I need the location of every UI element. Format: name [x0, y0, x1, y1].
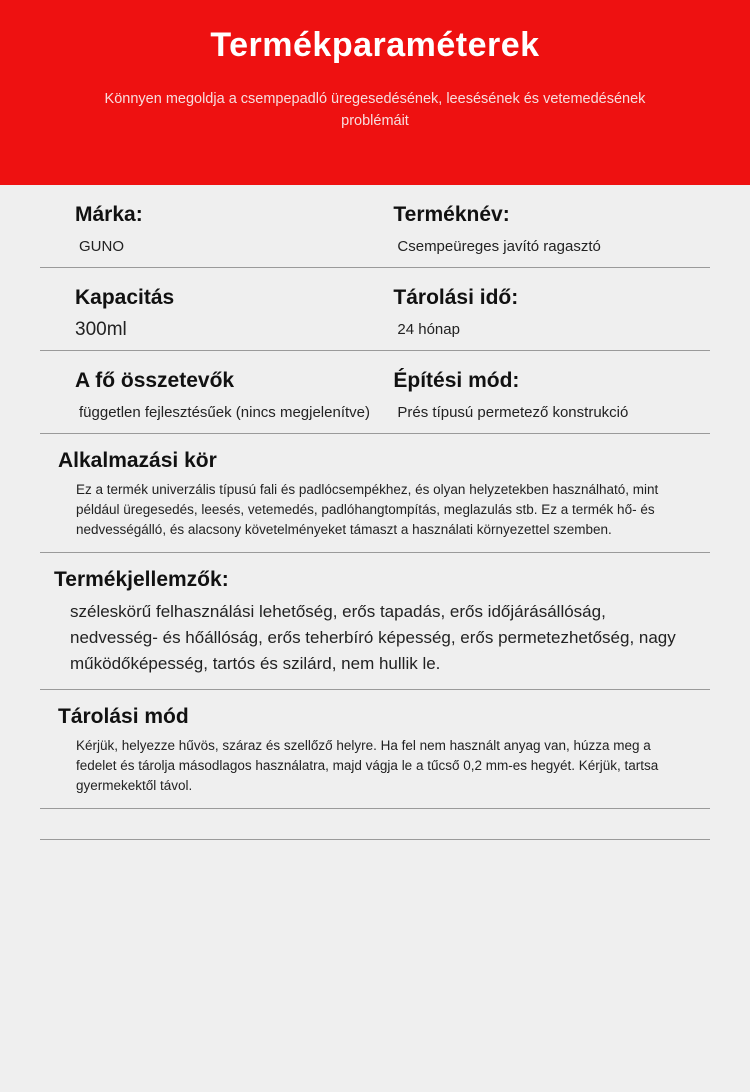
spec-label: Terméknév:	[393, 203, 510, 226]
spec-row	[40, 268, 710, 351]
spec-cell-ingredients	[40, 367, 388, 423]
spec-cell-product-name	[388, 201, 710, 257]
block-application-scope	[40, 434, 710, 553]
spec-table	[0, 185, 750, 840]
spec-label: Kapacitás	[75, 286, 175, 309]
block-body: Kérjük, helyezze hűvös, száraz és szellőző helyre. Ha fel nem használt anyag van, húzza meg a fedelet és tárolja másodlagos használatra, majd vágja le a tűcső 0,2 mm-es hegyét. Kérjük, tartsa gyermekektől távol.	[76, 738, 659, 793]
block-title: Tárolási mód	[58, 705, 189, 728]
spec-label: Építési mód:	[393, 369, 520, 392]
spec-row	[40, 185, 710, 268]
block-storage-method	[40, 690, 710, 809]
spec-label: Márka:	[75, 203, 143, 226]
spec-label: Tárolási idő:	[393, 286, 519, 309]
spec-label: A fő összetevők	[75, 369, 235, 392]
page-subtitle: Könnyen megoldja a csempepadló üregesedésének, leesésének és vetemedésének problémáit	[104, 91, 646, 129]
page-title: Termékparaméterek	[210, 26, 540, 64]
block-product-features	[40, 553, 710, 690]
spec-value: 300ml	[75, 319, 127, 340]
spec-value: független fejlesztésűek (nincs megjelenítve)	[79, 404, 370, 421]
spec-cell-shelf-life	[388, 284, 710, 340]
spec-value: GUNO	[79, 238, 124, 255]
spec-row	[40, 351, 710, 434]
spec-value: Prés típusú permetező konstrukció	[397, 404, 629, 421]
spec-cell-brand	[40, 201, 388, 257]
spec-cell-capacity	[40, 284, 388, 340]
spec-value: 24 hónap	[397, 321, 460, 338]
block-body: széleskörű felhasználási lehetőség, erős tapadás, erős időjárásállóság, nedvesség- és hőállóság, erős teherbíró képesség, erős permetezhetőség, nagy működőképesség, tartós és szilárd, nem hullik le.	[70, 602, 676, 673]
block-title: Alkalmazási kör	[58, 449, 217, 472]
spec-cell-construction	[388, 367, 710, 423]
bottom-divider	[40, 809, 710, 840]
page-header	[0, 0, 750, 185]
block-title: Termékjellemzők:	[54, 568, 229, 591]
spec-value: Csempeüreges javító ragasztó	[397, 238, 601, 255]
block-body: Ez a termék univerzális típusú fali és padlócsempékhez, és olyan helyzetekben használható, mint például üregesedés, leesés, vetemedés, padlóhangtompítás, meglazulás stb. Ez a termék hő- és nedvességálló, és alacsony követelményeket támaszt a használati környezettel szemben.	[76, 482, 659, 537]
